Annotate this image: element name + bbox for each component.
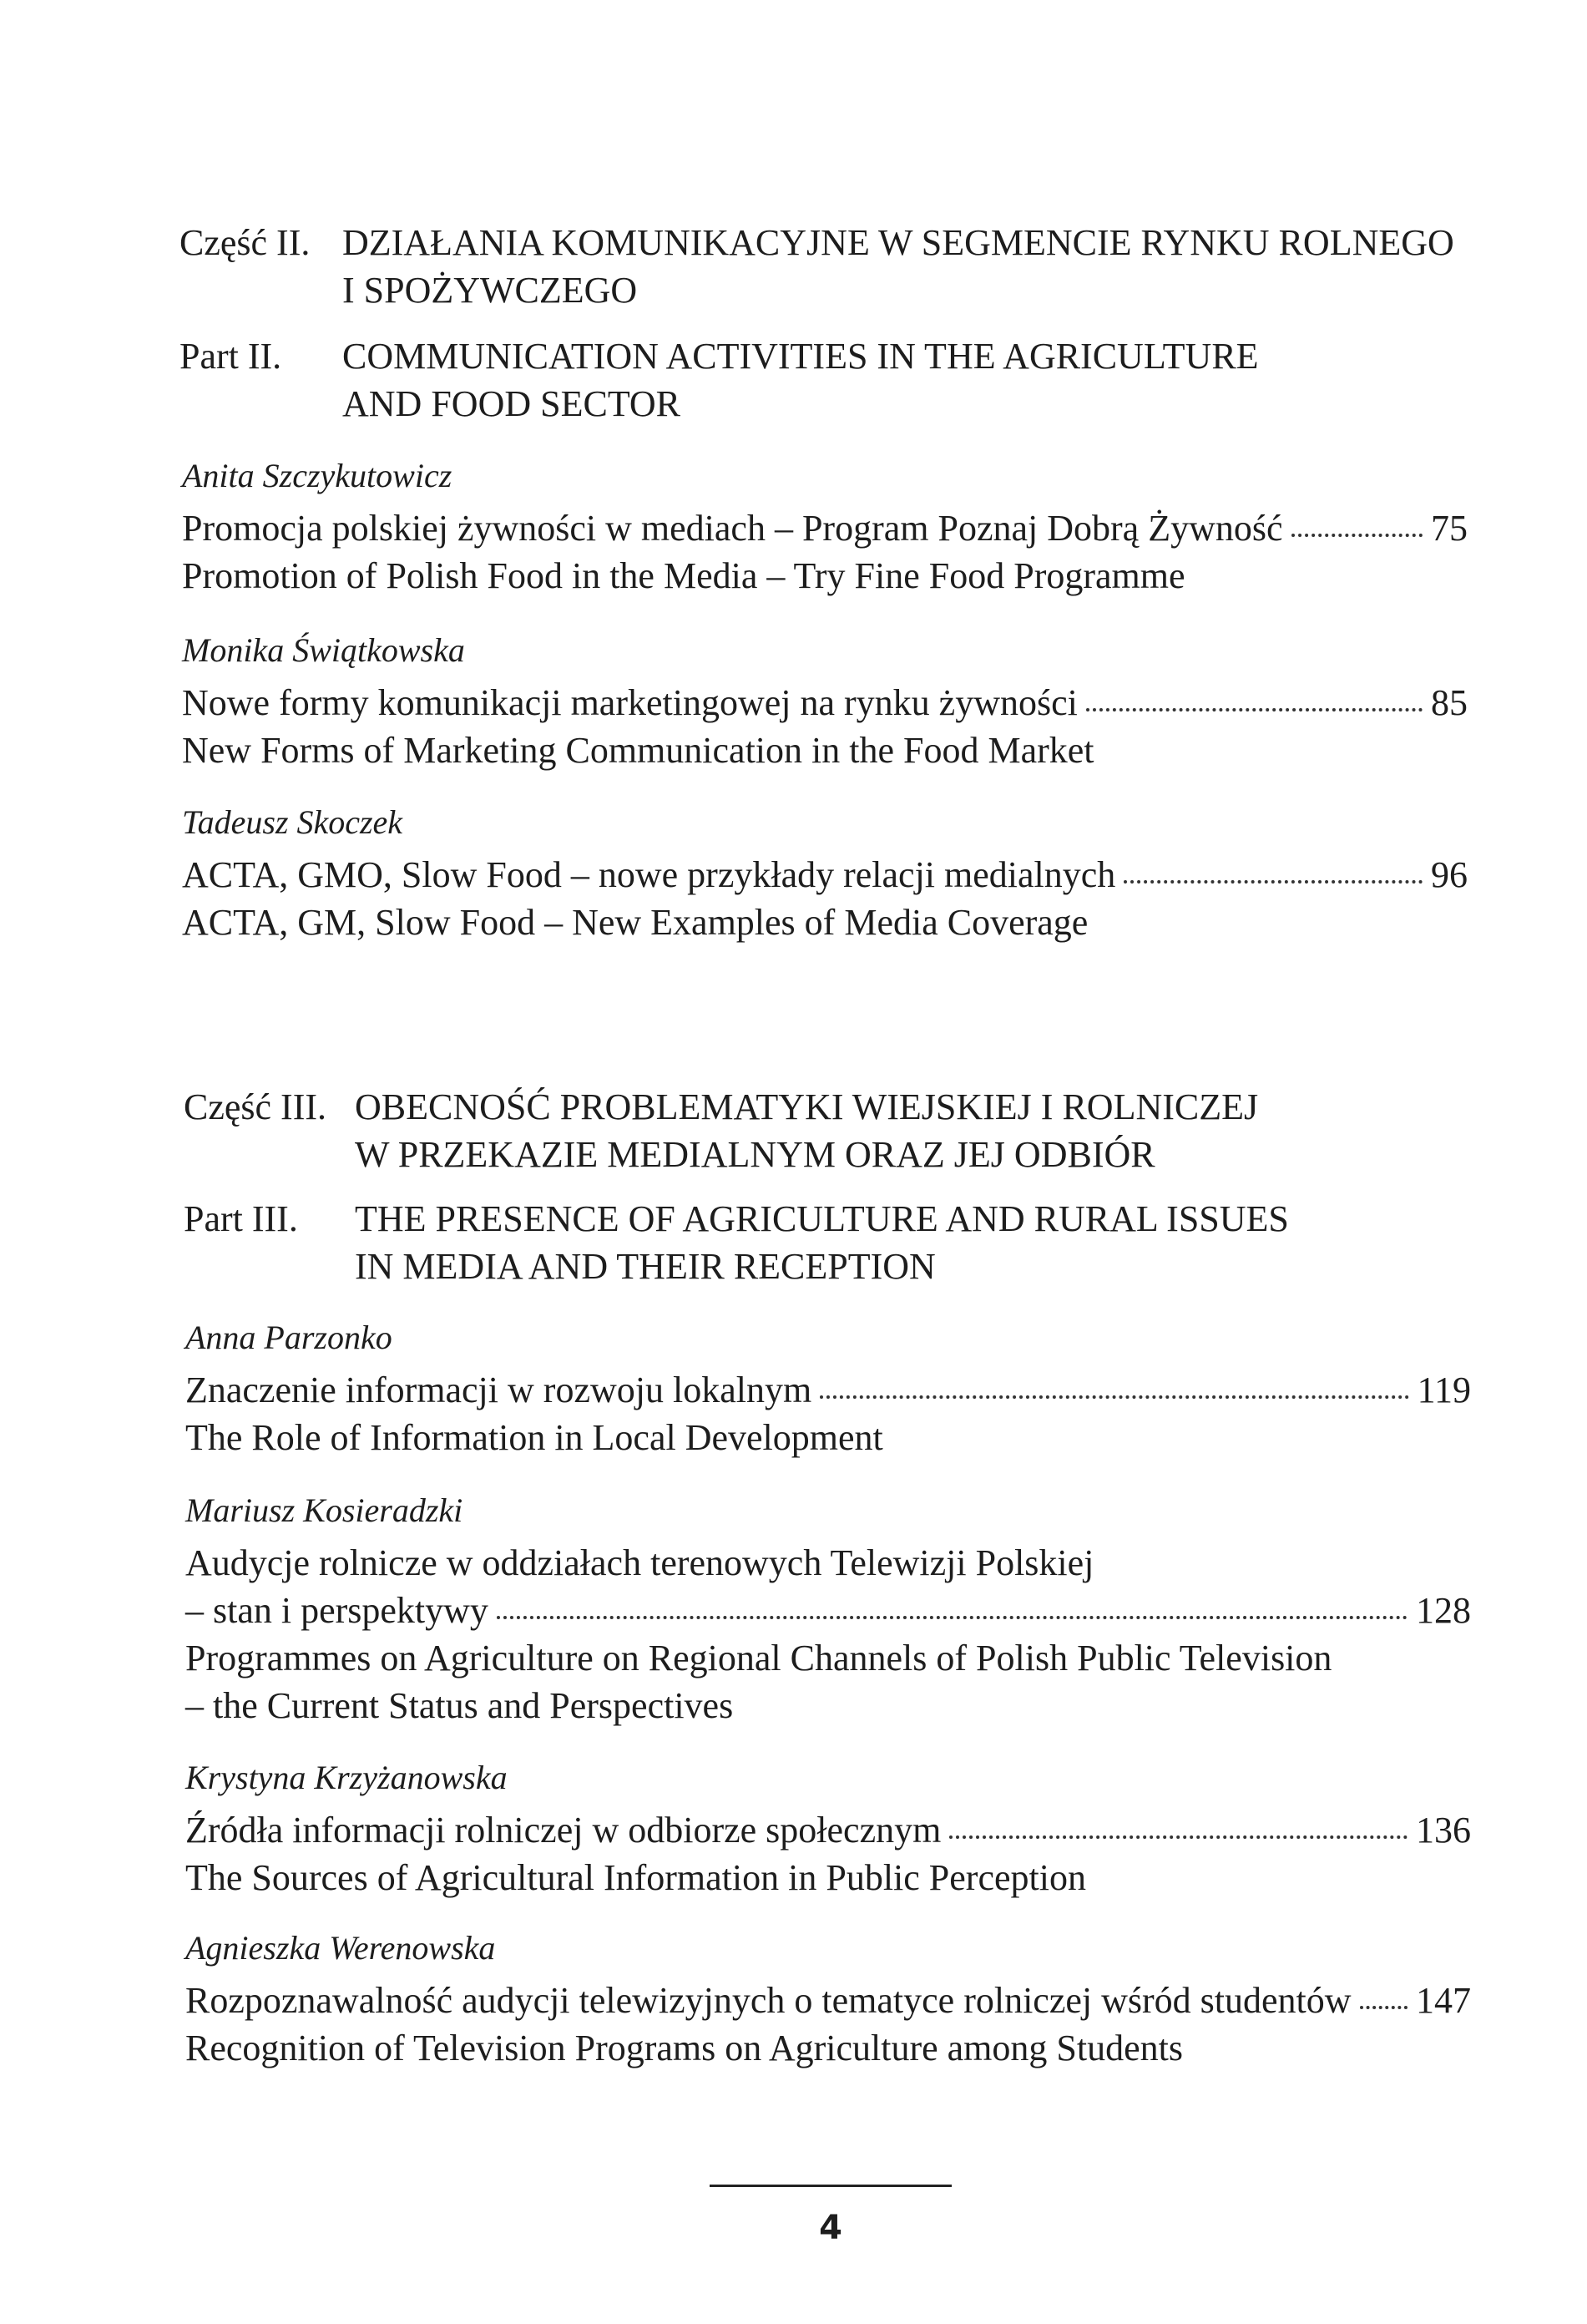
entry-english-title: The Role of Information in Local Development <box>185 1417 883 1458</box>
entry-polish-title-line[interactable] <box>182 504 1468 552</box>
dot-leader <box>497 1616 1408 1619</box>
entry-author: Agnieszka Werenowska <box>185 1929 496 1967</box>
entry-polish-title: ACTA, GMO, Slow Food – nowe przykłady relacji medialnych <box>182 854 1116 895</box>
entry-polish-title: Nowe formy komunikacji marketingowej na rynku żywności <box>182 682 1078 723</box>
entry-english-title: New Forms of Marketing Communication in the Food Market <box>182 730 1094 771</box>
entry-polish-title: Znaczenie informacji w rozwoju lokalnym <box>185 1370 812 1410</box>
entry-polish-title-line-1: Audycje rolnicze w oddziałach terenowych Telewizji Polskiej <box>185 1542 1094 1583</box>
entry-english-title: The Sources of Agricultural Information in Public Perception <box>185 1857 1086 1898</box>
toc-entry <box>185 1924 1471 2072</box>
entry-polish-title-line-2: – stan i perspektywy <box>185 1590 488 1631</box>
entry-polish-title-line[interactable] <box>185 1366 1471 1414</box>
entry-author: Monika Świątkowska <box>182 631 465 669</box>
entry-english-title: Recognition of Television Programs on Agriculture among Students <box>185 2028 1183 2068</box>
dot-leader <box>820 1395 1408 1399</box>
part-2-english-label: Part II. <box>179 336 282 377</box>
entry-author: Mariusz Kosieradzki <box>185 1491 463 1529</box>
part-2-polish-heading <box>179 219 1473 314</box>
entry-author: Tadeusz Skoczek <box>182 803 403 841</box>
dot-leader <box>1291 534 1423 537</box>
part-3-english-label: Part III. <box>184 1198 298 1239</box>
entry-english-title: ACTA, GM, Slow Food – New Examples of Media Coverage <box>182 902 1089 943</box>
part-3-english-title <box>355 1195 1289 1290</box>
entry-page-number: 85 <box>1431 682 1468 723</box>
part-2-polish-label: Część II. <box>179 222 311 263</box>
entry-author: Krystyna Krzyżanowska <box>185 1759 508 1796</box>
entry-english-title-line-2: – the Current Status and Perspectives <box>185 1685 734 1726</box>
entry-polish-title: Promocja polskiej żywności w mediach – Program Poznaj Dobrą Żywność <box>182 508 1283 549</box>
entry-polish-title-line[interactable] <box>182 679 1468 727</box>
part-2-polish-title-line-2: I SPOŻYWCZEGO <box>342 270 638 311</box>
part-2-english-title-line-2: AND FOOD SECTOR <box>342 383 681 424</box>
entry-author: Anita Szczykutowicz <box>182 457 452 494</box>
part-3-polish-title-line-1: OBECNOŚĆ PROBLEMATYKI WIEJSKIEJ I ROLNICZEJ <box>355 1086 1259 1127</box>
part-3-polish-title <box>355 1083 1258 1178</box>
part-2-english-title-line-1: COMMUNICATION ACTIVITIES IN THE AGRICULTURE <box>342 336 1259 377</box>
part-3-heading <box>184 1083 1478 1290</box>
dot-leader <box>1086 708 1423 711</box>
part-3-polish-label: Część III. <box>184 1086 327 1127</box>
entry-english-title: Promotion of Polish Food in the Media – Try Fine Food Programme <box>182 555 1185 596</box>
toc-entry <box>185 1486 1471 1729</box>
dot-leader <box>1124 880 1423 884</box>
part-2-polish-title-line-1: DZIAŁANIA KOMUNIKACYJNE W SEGMENCIE RYNKU ROLNEGO <box>342 222 1454 263</box>
entry-polish-title-line[interactable] <box>185 1977 1471 2024</box>
toc-entry <box>182 798 1468 946</box>
part-3-english-title-line-2: IN MEDIA AND THEIR RECEPTION <box>355 1246 936 1287</box>
entry-page-number: 147 <box>1416 1980 1471 2021</box>
entry-page-number: 119 <box>1417 1370 1471 1410</box>
dot-leader <box>949 1835 1408 1839</box>
page-number: 4 <box>819 2209 842 2247</box>
part-2-heading <box>179 219 1473 428</box>
toc-entry <box>182 626 1468 774</box>
dot-leader <box>1360 2006 1408 2009</box>
toc-entry <box>185 1754 1471 1901</box>
entry-polish-title: Rozpoznawalność audycji telewizyjnych o tematyce rolniczej wśród studentów <box>185 1980 1352 2021</box>
entry-english-title-line-1: Programmes on Agriculture on Regional Channels of Polish Public Television <box>185 1638 1332 1678</box>
part-3-polish-title-line-2: W PRZEKAZIE MEDIALNYM ORAZ JEJ ODBIÓR <box>355 1134 1155 1175</box>
entry-polish-title-line[interactable] <box>185 1806 1471 1854</box>
entry-page-number: 75 <box>1431 508 1468 549</box>
entry-polish-title: Źródła informacji rolniczej w odbiorze społecznym <box>185 1810 942 1851</box>
entry-polish-title-line[interactable] <box>185 1587 1471 1634</box>
part-3-english-title-line-1: THE PRESENCE OF AGRICULTURE AND RURAL ISSUES <box>355 1198 1289 1239</box>
entry-page-number: 128 <box>1416 1590 1471 1631</box>
entry-polish-title-line[interactable] <box>182 851 1468 899</box>
part-3-english-heading <box>184 1195 1478 1290</box>
part-2-english-heading <box>179 332 1473 428</box>
entry-page-number: 136 <box>1416 1810 1471 1851</box>
part-2-polish-title <box>342 219 1454 314</box>
part-2-english-title <box>342 332 1259 428</box>
toc-entry <box>185 1314 1471 1461</box>
toc-entry <box>182 452 1468 600</box>
footer-rule <box>710 2185 952 2187</box>
entry-page-number: 96 <box>1431 854 1468 895</box>
entry-author: Anna Parzonko <box>185 1319 392 1356</box>
part-3-polish-heading <box>184 1083 1478 1178</box>
